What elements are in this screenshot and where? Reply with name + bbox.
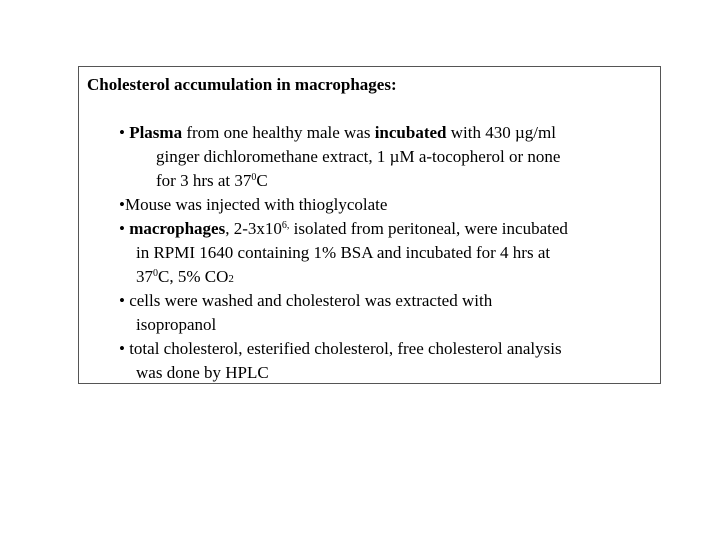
bullet-5-line-1 xyxy=(119,339,562,359)
bullet-1-line-3 xyxy=(156,171,268,191)
bullet-5-text: total cholesterol, esterified cholesterol, free cholesterol analysis xyxy=(129,339,562,358)
bullet-5-line-2: was done by HPLC xyxy=(136,363,269,382)
bullet-4-text: cells were washed and cholesterol was extracted with xyxy=(129,291,493,310)
slide-title: Cholesterol accumulation in macrophages: xyxy=(87,75,397,94)
bullet-marker: • xyxy=(119,195,125,214)
bullet-1-bold-plasma: Plasma xyxy=(129,123,183,142)
bullet-3-line-2: in RPMI 1640 containing 1% BSA and incubated for 4 hrs at xyxy=(136,243,551,262)
bullet-2-line-1 xyxy=(119,195,387,215)
bullet-1-line-1 xyxy=(119,123,556,143)
bullet-3-line-3-sub: 2 xyxy=(228,273,234,285)
bullet-1-bold-incubated: incubated xyxy=(374,123,447,142)
bullet-marker: • xyxy=(119,219,125,238)
bullet-3-bold-macrophages: macrophages xyxy=(129,219,226,238)
bullet-marker: • xyxy=(119,291,125,310)
bullet-3-line-3-mid: C, 5% CO xyxy=(158,267,229,286)
bullet-1-line-3-pre: for 3 hrs at 37 xyxy=(156,171,252,190)
bullet-3-sup: 6, xyxy=(281,220,290,231)
bullet-marker: • xyxy=(119,123,125,142)
bullet-1-text-b: with 430 µg/ml xyxy=(450,123,556,142)
bullet-4-line-1 xyxy=(119,291,492,311)
bullet-1-line-3-post: C xyxy=(256,171,268,190)
bullet-3-text-post: isolated from peritoneal, were incubated xyxy=(293,219,568,238)
bullet-4-line-2: isopropanol xyxy=(136,315,217,334)
bullet-marker: • xyxy=(119,339,125,358)
bullet-3-line-1 xyxy=(119,219,568,239)
bullet-3-line-3-sup: 0 xyxy=(153,268,158,279)
bullet-3-text-pre: , 2-3x10 xyxy=(225,219,282,238)
bullet-1-text-a: from one healthy male was xyxy=(186,123,371,142)
bullet-2-text: Mouse was injected with thioglycolate xyxy=(124,195,388,214)
bullet-1-line-3-sup: 0 xyxy=(251,172,257,183)
bullet-1-line-2: ginger dichloromethane extract, 1 µM a-tocopherol or none xyxy=(156,147,561,166)
content-box xyxy=(78,66,661,384)
bullet-3-line-3 xyxy=(136,267,234,287)
bullet-3-line-3-pre: 37 xyxy=(136,267,153,286)
